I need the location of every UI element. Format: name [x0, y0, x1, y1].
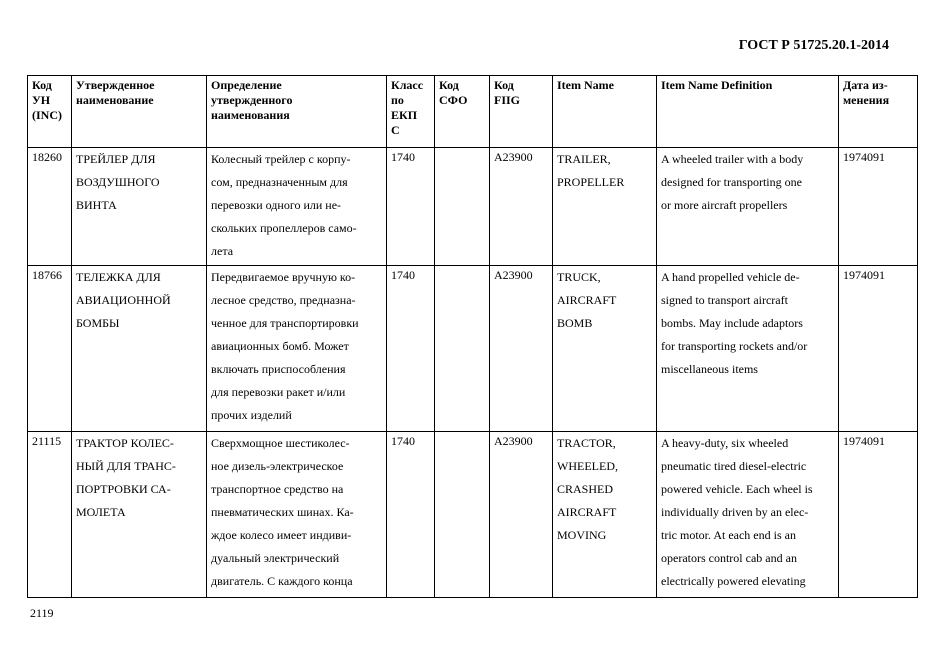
code-cell: 21115 — [28, 432, 72, 598]
item-name-cell-line: CRASHED — [557, 482, 614, 496]
definition-cell-line: Передвигаемое вручную ко- — [211, 270, 356, 284]
header-line: утвержденного — [211, 93, 293, 107]
header-line: СФО — [439, 93, 468, 107]
item-name-cell — [553, 266, 657, 432]
definition-cell — [207, 148, 387, 266]
class-cell: 1740 — [387, 148, 435, 266]
sfo-cell — [435, 266, 490, 432]
item-definition-cell-line: individually driven by an elec- — [661, 505, 809, 519]
header-line: FIIG — [494, 93, 521, 107]
date-cell: 1974091 — [839, 266, 918, 432]
name-cell-line: АВИАЦИОННОЙ — [76, 293, 171, 307]
definition-cell-line: дуальный электрический — [211, 551, 340, 565]
definition-cell-line: Колесный трейлер с корпу- — [211, 152, 351, 166]
table-row — [28, 148, 918, 266]
definition-cell-line: сом, предназначенным для — [211, 175, 348, 189]
item-definition-cell-line: A hand propelled vehicle de- — [661, 270, 800, 284]
definition-cell-line: включать приспособления — [211, 362, 346, 376]
definition-cell-line: ное дизель-электрическое — [211, 459, 344, 473]
item-definition-cell-line: designed for transporting one — [661, 175, 802, 189]
name-cell — [72, 432, 207, 598]
item-definition-cell-line: A wheeled trailer with a body — [661, 152, 804, 166]
item-definition-cell — [657, 432, 839, 598]
col-header-item-definition — [657, 76, 839, 148]
definition-cell-line: транспортное средство на — [211, 482, 344, 496]
definition-cell-line: прочих изделий — [211, 408, 292, 422]
table-row — [28, 266, 918, 432]
name-cell-line: НЫЙ ДЛЯ ТРАНС- — [76, 459, 176, 473]
header-line: по — [391, 93, 404, 107]
definition-cell-line: двигатель. С каждого конца — [211, 574, 353, 588]
document-header: ГОСТ Р 51725.20.1-2014 — [738, 38, 889, 53]
item-definition-cell — [657, 148, 839, 266]
item-name-cell-line: AIRCRAFT — [557, 505, 617, 519]
header-line: Код — [494, 78, 514, 92]
col-header-sfo — [435, 76, 490, 148]
definition-cell-line: ждое колесо имеет индиви- — [211, 528, 352, 542]
item-definition-cell — [657, 266, 839, 432]
item-name-cell-line: PROPELLER — [557, 175, 625, 189]
name-cell-line: ВОЗДУШНОГО — [76, 175, 160, 189]
page-number: 2119 — [30, 606, 54, 620]
header-line: УН — [32, 93, 51, 107]
item-name-cell — [553, 148, 657, 266]
item-name-cell-line: BOMB — [557, 316, 593, 330]
item-definition-cell-line: A heavy-duty, six wheeled — [661, 436, 789, 450]
items-table — [27, 75, 918, 598]
header-line: Дата из- — [843, 78, 888, 92]
col-header-name — [72, 76, 207, 148]
name-cell-line: ПОРТРОВКИ СА- — [76, 482, 171, 496]
item-name-cell-line: TRACTOR, — [557, 436, 616, 450]
header-line: Item Name Definition — [661, 78, 773, 92]
code-cell: 18766 — [28, 266, 72, 432]
class-cell: 1740 — [387, 432, 435, 598]
definition-cell-line: пневматических шинах. Ка- — [211, 505, 354, 519]
definition-cell-line: для перевозки ракет и/или — [211, 385, 346, 399]
name-cell-line: ТЕЛЕЖКА ДЛЯ — [76, 270, 161, 284]
header-line: наименования — [211, 108, 290, 122]
fiig-cell: A23900 — [490, 148, 553, 266]
item-name-cell — [553, 432, 657, 598]
header-line: Утвержденное — [76, 78, 155, 92]
item-name-cell-line: MOVING — [557, 528, 607, 542]
col-header-fiig — [490, 76, 553, 148]
item-definition-cell-line: operators control cab and an — [661, 551, 797, 565]
table-row — [28, 432, 918, 598]
item-definition-cell-line: bombs. May include adaptors — [661, 316, 803, 330]
definition-cell-line: лета — [211, 244, 234, 258]
sfo-cell — [435, 432, 490, 598]
header-line: Определение — [211, 78, 282, 92]
definition-cell-line: скольких пропеллеров само- — [211, 221, 357, 235]
header-line: Код — [32, 78, 52, 92]
item-definition-cell-line: powered vehicle. Each wheel is — [661, 482, 813, 496]
item-definition-cell-line: tric motor. At each end is an — [661, 528, 796, 542]
name-cell — [72, 266, 207, 432]
class-cell: 1740 — [387, 266, 435, 432]
name-cell-line: ТРЕЙЛЕР ДЛЯ — [76, 152, 156, 166]
sfo-cell — [435, 148, 490, 266]
item-definition-cell-line: miscellaneous items — [661, 362, 758, 376]
item-definition-cell-line: signed to transport aircraft — [661, 293, 788, 307]
table-body — [28, 148, 918, 598]
definition-cell-line: ченное для транспортировки — [211, 316, 359, 330]
name-cell-line: ТРАКТОР КОЛЕС- — [76, 436, 174, 450]
col-header-definition — [207, 76, 387, 148]
definition-cell-line: Сверхмощное шестиколес- — [211, 436, 350, 450]
header-line: Код — [439, 78, 459, 92]
date-cell: 1974091 — [839, 432, 918, 598]
fiig-cell: A23900 — [490, 266, 553, 432]
header-line: ЕКП — [391, 108, 418, 122]
item-name-cell-line: TRUCK, — [557, 270, 601, 284]
item-name-cell-line: AIRCRAFT — [557, 293, 617, 307]
code-cell: 18260 — [28, 148, 72, 266]
header-line: Класс — [391, 78, 424, 92]
header-line: (INC) — [32, 108, 62, 122]
header-line: наименование — [76, 93, 154, 107]
name-cell — [72, 148, 207, 266]
col-header-date — [839, 76, 918, 148]
header-line: С — [391, 123, 400, 137]
fiig-cell: A23900 — [490, 432, 553, 598]
definition-cell — [207, 432, 387, 598]
col-header-class — [387, 76, 435, 148]
table-header-row — [28, 76, 918, 148]
item-definition-cell-line: or more aircraft propellers — [661, 198, 788, 212]
header-line: Item Name — [557, 78, 614, 92]
header-line: менения — [843, 93, 890, 107]
item-name-cell-line: WHEELED, — [557, 459, 618, 473]
item-definition-cell-line: pneumatic tired diesel-electric — [661, 459, 807, 473]
definition-cell-line: лесное средство, предназна- — [211, 293, 356, 307]
item-name-cell-line: TRAILER, — [557, 152, 611, 166]
col-header-code — [28, 76, 72, 148]
name-cell-line: МОЛЕТА — [76, 505, 126, 519]
definition-cell-line: авиационных бомб. Может — [211, 339, 349, 353]
item-definition-cell-line: for transporting rockets and/or — [661, 339, 808, 353]
item-definition-cell-line: electrically powered elevating — [661, 574, 806, 588]
definition-cell-line: перевозки одного или не- — [211, 198, 342, 212]
name-cell-line: ВИНТА — [76, 198, 117, 212]
definition-cell — [207, 266, 387, 432]
name-cell-line: БОМБЫ — [76, 316, 120, 330]
date-cell: 1974091 — [839, 148, 918, 266]
col-header-item-name — [553, 76, 657, 148]
